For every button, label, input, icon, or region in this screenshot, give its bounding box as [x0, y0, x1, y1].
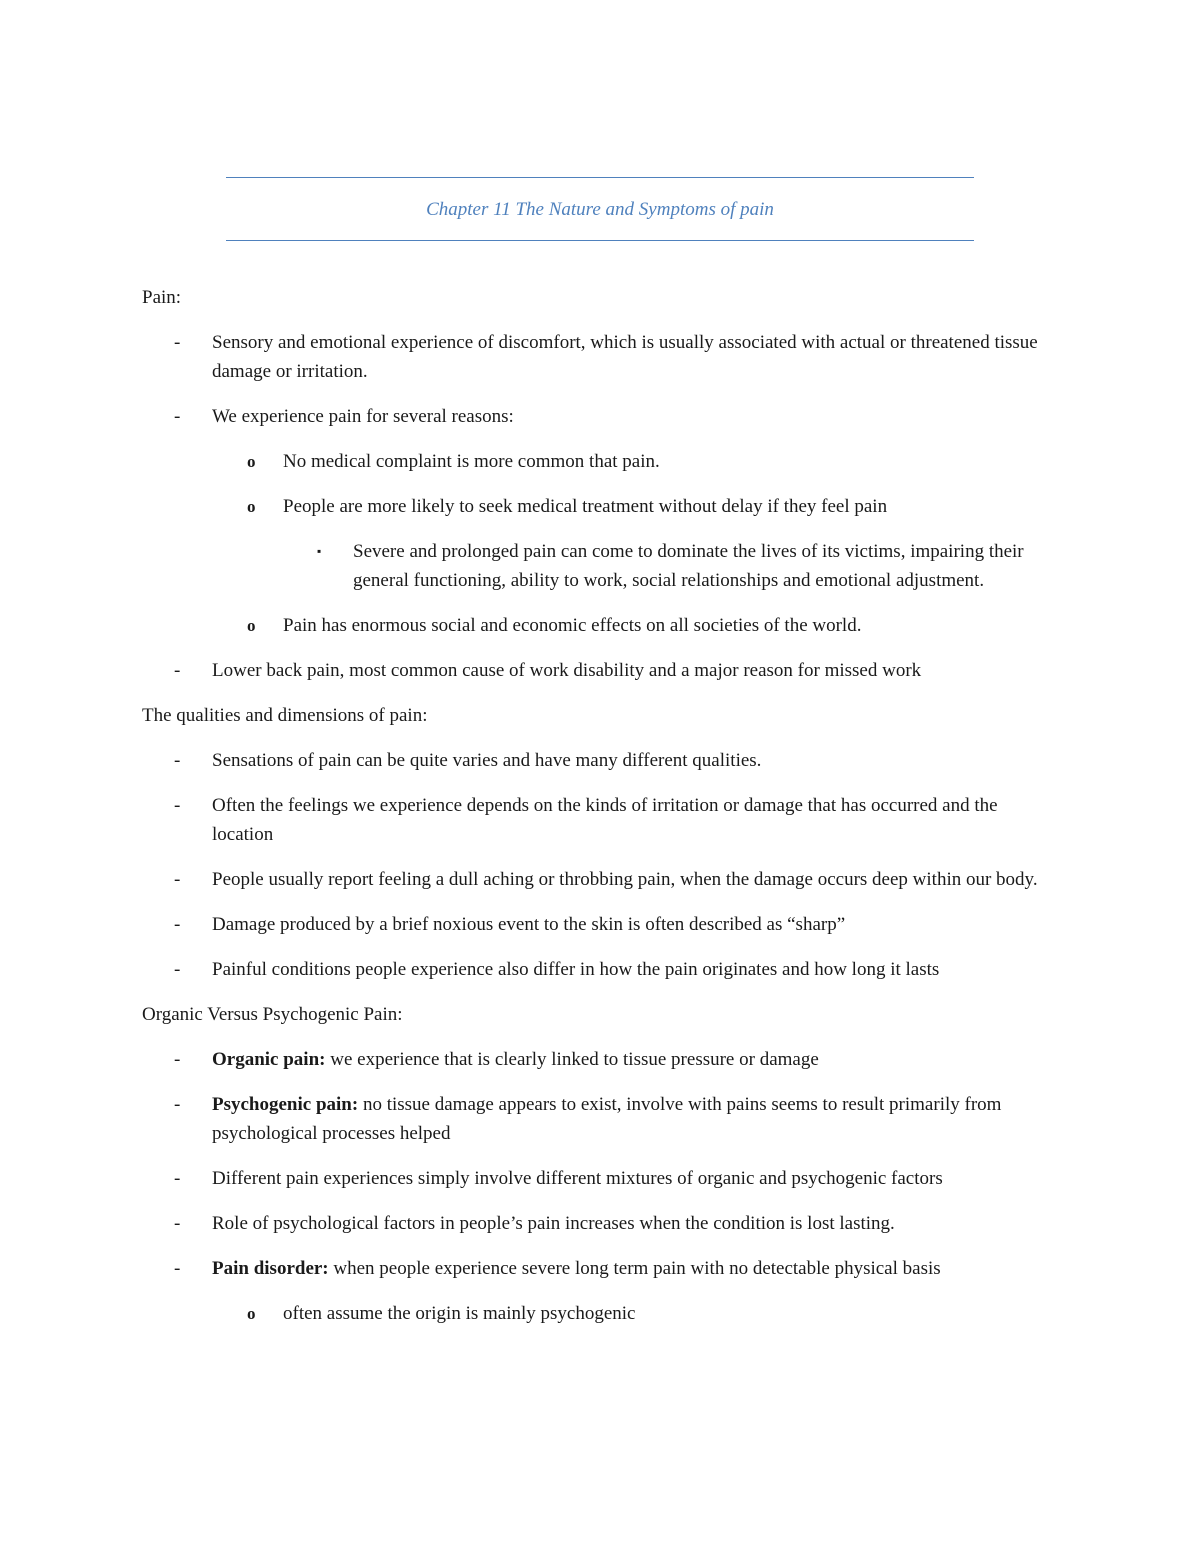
list-item [142, 328, 1062, 386]
list-item-text: No medical complaint is more common that pain. [283, 451, 660, 472]
list-item [142, 492, 1062, 521]
list-item [142, 1209, 1062, 1238]
dash-bullet: - [174, 1258, 181, 1279]
list-item-text: Sensations of pain can be quite varies and have many different qualities. [212, 750, 762, 771]
dash-bullet: - [174, 1168, 181, 1189]
dash-bullet: - [174, 795, 181, 816]
list-item-text: Different pain experiences simply involve different mixtures of organic and psychogenic factors [212, 1168, 943, 1189]
dash-bullet: - [174, 1094, 181, 1115]
term-label: Organic pain: [212, 1049, 326, 1070]
list-item [142, 1164, 1062, 1193]
list-item [142, 955, 1062, 984]
circle-bullet: o [247, 1304, 256, 1323]
term-label: Psychogenic pain: [212, 1094, 359, 1115]
dash-bullet: - [174, 914, 181, 935]
list-item-text: People usually report feeling a dull aching or throbbing pain, when the damage occurs deep within our body. [212, 869, 1038, 890]
term-definition: when people experience severe long term pain with no detectable physical basis [328, 1258, 941, 1279]
list-item-text: Pain has enormous social and economic effects on all societies of the world. [283, 615, 862, 636]
list-item [142, 656, 1062, 685]
term-definition: we experience that is clearly linked to tissue pressure or damage [325, 1049, 819, 1070]
dash-bullet: - [174, 750, 181, 771]
dash-bullet: - [174, 406, 181, 427]
list-item-text: Lower back pain, most common cause of work disability and a major reason for missed work [212, 660, 922, 681]
section-heading-organic-vs-psychogenic: Organic Versus Psychogenic Pain: [142, 1004, 403, 1025]
list-item [142, 746, 1062, 775]
document-body [142, 283, 1062, 1344]
list-item [142, 865, 1062, 894]
circle-bullet: o [247, 497, 256, 516]
list-item [142, 1254, 1062, 1283]
dash-bullet: - [174, 1049, 181, 1070]
title-rule-top [226, 177, 974, 178]
dash-bullet: - [174, 332, 181, 353]
section-heading-pain: Pain: [142, 287, 182, 308]
list-item-text: often assume the origin is mainly psychogenic [283, 1303, 636, 1324]
list-item-text [212, 1090, 1062, 1148]
list-item [142, 537, 1062, 595]
circle-bullet: o [247, 452, 256, 471]
list-item-text: Painful conditions people experience also differ in how the pain originates and how long it lasts [212, 959, 940, 980]
list-item [142, 1299, 1062, 1328]
list-item-text: Damage produced by a brief noxious event to the skin is often described as “sharp” [212, 914, 846, 935]
circle-bullet: o [247, 616, 256, 635]
list-item-text: Sensory and emotional experience of discomfort, which is usually associated with actual or threatened tissue damage or irritation. [212, 332, 1038, 382]
list-item [142, 447, 1062, 476]
list-item [142, 1090, 1062, 1148]
term-label: Pain disorder: [212, 1258, 329, 1279]
list-item-text [212, 1254, 1062, 1283]
list-item-text [212, 1045, 1062, 1074]
list-item [142, 402, 1062, 431]
list-item [142, 1045, 1062, 1074]
square-bullet: ▪ [317, 544, 322, 558]
list-item-text: We experience pain for several reasons: [212, 406, 514, 427]
dash-bullet: - [174, 959, 181, 980]
chapter-title: Chapter 11 The Nature and Symptoms of pain [426, 199, 774, 220]
term-definition: no tissue damage appears to exist, involve with pains seems to result primarily from psychological processes helped [212, 1094, 1002, 1144]
list-item-text: Severe and prolonged pain can come to dominate the lives of its victims, impairing their general functioning, ability to work, social relationships and emotional adjustment. [353, 541, 1024, 591]
list-item [142, 791, 1062, 849]
list-item-text: Often the feelings we experience depends on the kinds of irritation or damage that has occurred and the location [212, 795, 998, 845]
dash-bullet: - [174, 660, 181, 681]
list-item-text: Role of psychological factors in people’s pain increases when the condition is lost lasting. [212, 1213, 895, 1234]
list-item [142, 611, 1062, 640]
list-item-text: People are more likely to seek medical treatment without delay if they feel pain [283, 496, 888, 517]
list-item [142, 910, 1062, 939]
title-rule-bottom [226, 240, 974, 241]
dash-bullet: - [174, 869, 181, 890]
section-heading-qualities: The qualities and dimensions of pain: [142, 705, 428, 726]
dash-bullet: - [174, 1213, 181, 1234]
